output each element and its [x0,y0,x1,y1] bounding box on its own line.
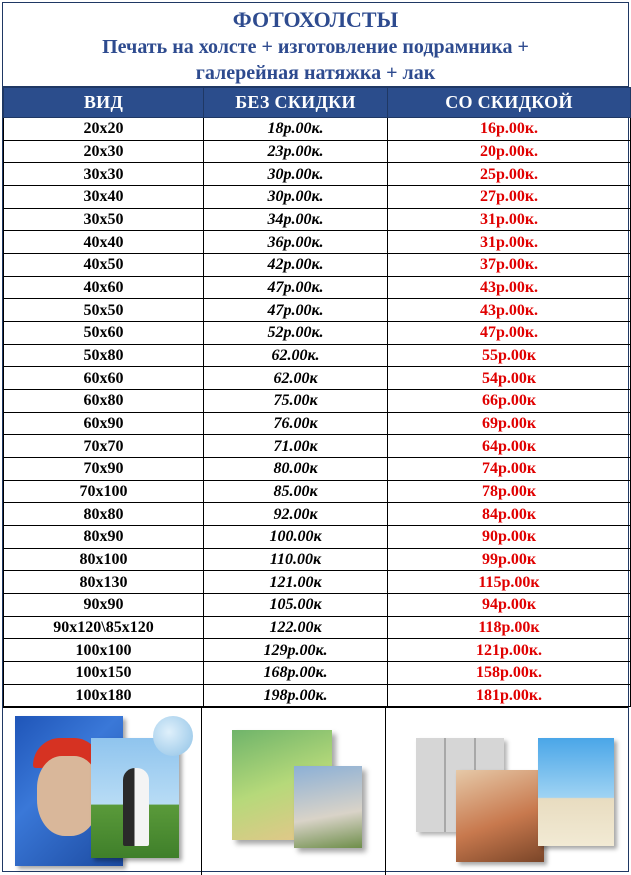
discount-price-cell: 78р.00к [388,480,631,503]
table-row [4,186,631,209]
price-sheet [2,2,629,872]
column-header-base-price: БЕЗ СКИДКИ [204,88,388,118]
base-price-cell: 62.00к. [204,344,388,367]
table-row [4,503,631,526]
table-header-row [4,88,631,118]
table-row [4,412,631,435]
size-cell: 20х20 [4,118,204,141]
price-header [3,3,628,87]
discount-price-cell: 181р.00к. [388,684,631,707]
page-title: ФОТОХОЛСТЫ [232,7,399,32]
size-cell: 90х90 [4,594,204,617]
discount-price-cell: 99р.00к [388,548,631,571]
size-cell: 30х50 [4,208,204,231]
base-price-cell: 92.00к [204,503,388,526]
base-price-cell: 62.00к [204,367,388,390]
size-cell: 80х130 [4,571,204,594]
base-price-cell: 18р.00к. [204,118,388,141]
size-cell: 80х80 [4,503,204,526]
base-price-cell: 34р.00к. [204,208,388,231]
table-row [4,548,631,571]
discount-price-cell: 47р.00к. [388,322,631,345]
size-cell: 70х90 [4,458,204,481]
table-row [4,435,631,458]
price-rows [4,118,631,707]
discount-price-cell: 118р.00к [388,616,631,639]
base-price-cell: 105.00к [204,594,388,617]
base-price-cell: 100.00к [204,526,388,549]
table-row [4,276,631,299]
size-cell: 40х60 [4,276,204,299]
discount-price-cell: 54р.00к [388,367,631,390]
base-price-cell: 110.00к [204,548,388,571]
size-cell: 100х150 [4,662,204,685]
table-row [4,231,631,254]
base-price-cell: 198р.00к. [204,684,388,707]
table-row [4,526,631,549]
size-cell: 20х30 [4,140,204,163]
table-row [4,458,631,481]
discount-price-cell: 66р.00к [388,390,631,413]
table-row [4,163,631,186]
base-price-cell: 30р.00к. [204,186,388,209]
base-price-cell: 121.00к [204,571,388,594]
table-row [4,571,631,594]
size-cell: 30х30 [4,163,204,186]
wedding-canvas-small [294,766,362,848]
size-cell: 80х100 [4,548,204,571]
table-row [4,140,631,163]
subtitle-line-2: галерейная натяжка + лак [195,62,436,84]
table-row [4,639,631,662]
size-cell: 30х40 [4,186,204,209]
table-row [4,299,631,322]
table-row [4,322,631,345]
discount-price-cell: 90р.00к [388,526,631,549]
discount-price-cell: 84р.00к [388,503,631,526]
base-price-cell: 129р.00к. [204,639,388,662]
size-cell: 60х80 [4,390,204,413]
table-row [4,594,631,617]
couple-canvas [456,770,544,862]
base-price-cell: 71.00к [204,435,388,458]
discount-price-cell: 31р.00к. [388,208,631,231]
base-price-cell: 23р.00к. [204,140,388,163]
base-price-cell: 47р.00к. [204,299,388,322]
size-cell: 60х90 [4,412,204,435]
subtitle-line-1: Печать на холсте + изготовление подрамника + [102,36,529,58]
table-row [4,118,631,141]
size-cell: 40х40 [4,231,204,254]
discount-price-cell: 25р.00к. [388,163,631,186]
base-price-cell: 76.00к [204,412,388,435]
column-header-size: ВИД [4,88,204,118]
base-price-cell: 85.00к [204,480,388,503]
size-cell: 50х80 [4,344,204,367]
base-price-cell: 52р.00к. [204,322,388,345]
discount-price-cell: 20р.00к. [388,140,631,163]
base-price-cell: 75.00к [204,390,388,413]
beach-canvas [538,738,614,846]
moon-shape [153,716,193,756]
face-shape [37,756,99,836]
discount-price-cell: 121р.00к. [388,639,631,662]
canvas-collage-photo [386,708,628,875]
base-price-cell: 42р.00к. [204,254,388,277]
table-row [4,480,631,503]
price-table [3,87,631,707]
base-price-cell: 36р.00к. [204,231,388,254]
size-cell: 70х70 [4,435,204,458]
discount-price-cell: 27р.00к. [388,186,631,209]
base-price-cell: 80.00к [204,458,388,481]
canvas-portrait-photo [3,708,202,875]
discount-price-cell: 115р.00к [388,571,631,594]
discount-price-cell: 64р.00к [388,435,631,458]
size-cell: 40х50 [4,254,204,277]
base-price-cell: 30р.00к. [204,163,388,186]
discount-price-cell: 69р.00к [388,412,631,435]
size-cell: 60х60 [4,367,204,390]
discount-price-cell: 43р.00к. [388,299,631,322]
table-row [4,390,631,413]
discount-price-cell: 37р.00к. [388,254,631,277]
size-cell: 50х60 [4,322,204,345]
discount-price-cell: 55р.00к [388,344,631,367]
base-price-cell: 168р.00к. [204,662,388,685]
column-header-discount-price: СО СКИДКОЙ [388,88,631,118]
example-photos [3,707,628,875]
size-cell: 100х100 [4,639,204,662]
table-row [4,684,631,707]
size-cell: 100х180 [4,684,204,707]
table-row [4,254,631,277]
size-cell: 70х100 [4,480,204,503]
base-price-cell: 47р.00к. [204,276,388,299]
discount-price-cell: 94р.00к [388,594,631,617]
table-row [4,208,631,231]
size-cell: 50х50 [4,299,204,322]
discount-price-cell: 31р.00к. [388,231,631,254]
table-row [4,367,631,390]
table-row [4,662,631,685]
discount-price-cell: 158р.00к. [388,662,631,685]
table-row [4,344,631,367]
couple-shape [123,768,149,846]
discount-price-cell: 74р.00к [388,458,631,481]
size-cell: 90х120\85х120 [4,616,204,639]
canvas-family-photo [202,708,385,875]
base-price-cell: 122.00к [204,616,388,639]
discount-price-cell: 16р.00к. [388,118,631,141]
table-row [4,616,631,639]
size-cell: 80х90 [4,526,204,549]
wedding-canvas [91,738,179,858]
discount-price-cell: 43р.00к. [388,276,631,299]
